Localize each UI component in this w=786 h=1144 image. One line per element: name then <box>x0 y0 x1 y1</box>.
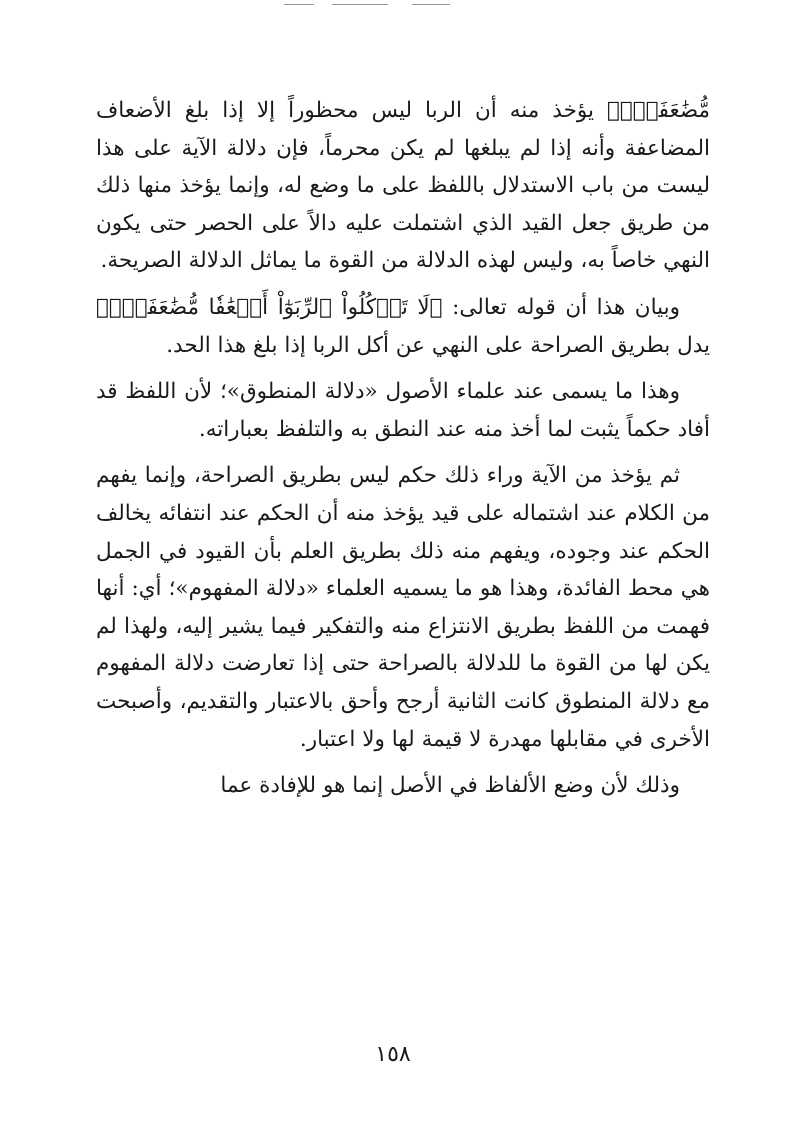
paragraph-3: وهذا ما يسمى عند علماء الأصول «دلالة المنطوق»؛ لأن اللفظ قد أفاد حكماً يثبت لما أخذ منه عند النطق به والتلفظ بعباراته. <box>96 379 710 442</box>
header-rule-center <box>332 4 388 5</box>
header-rule-right <box>412 4 450 5</box>
page-body <box>96 92 710 814</box>
paragraph-1: مُّضَٰعَفَةًۖ﴾ يؤخذ منه أن الربا ليس محظوراً إلا إذا بلغ الأضعاف المضاعفة وأنه إذا لم يبلغها لم يكن محرماً، فإن دلالة الآية على هذا ليست من باب الاستدلال باللفظ على ما وضع له، وإنما يؤخذ منها ذلك من طريق جعل القيد الذي اشتملت عليه دالاً على الحصر حتى يكون النهي خاصاً به، وليس لهذه الدلالة من القوة ما يماثل الدلالة الصريحة. <box>96 98 710 274</box>
paragraph-2: وبيان هذا أن قوله تعالى: ﴿لَا تَأۡكُلُواْ ٱلرِّبَوٰٓاْ أَضۡعَٰفٗا مُّضَٰعَفَةًۖ﴾ يدل بطريق الصراحة على النهي عن أكل الربا إذا بلغ هذا الحد. <box>96 294 710 358</box>
paragraph-5: وذلك لأن وضع الألفاظ في الأصل إنما هو للإفادة عما <box>220 773 680 799</box>
page-number: ١٥٨ <box>375 1042 411 1067</box>
header-rule-left <box>284 4 314 5</box>
paragraph-4: ثم يؤخذ من الآية وراء ذلك حكم ليس بطريق الصراحة، وإنما يفهم من الكلام عند اشتماله على قيد يؤخذ منه أن الحكم عند انتفائه يخالف الحكم عند وجوده، ويفهم منه ذلك بطريق العلم بأن القيود في الجمل هي محط الفائدة، وهذا هو ما يسميه العلماء «دلالة المفهوم»؛ أي: أنها فهمت من اللفظ بطريق الانتزاع منه والتفكير فيما يشير إليه، ولهذا لم يكن لها من القوة ما للدلالة بالصراحة حتى إذا تعارضت دلالة المفهوم مع دلالة المنطوق كانت الثانية أرجح وأحق بالاعتبار والتقديم، وأصبحت الأخرى في مقابلها مهدرة لا قيمة لها ولا اعتبار. <box>96 463 710 752</box>
